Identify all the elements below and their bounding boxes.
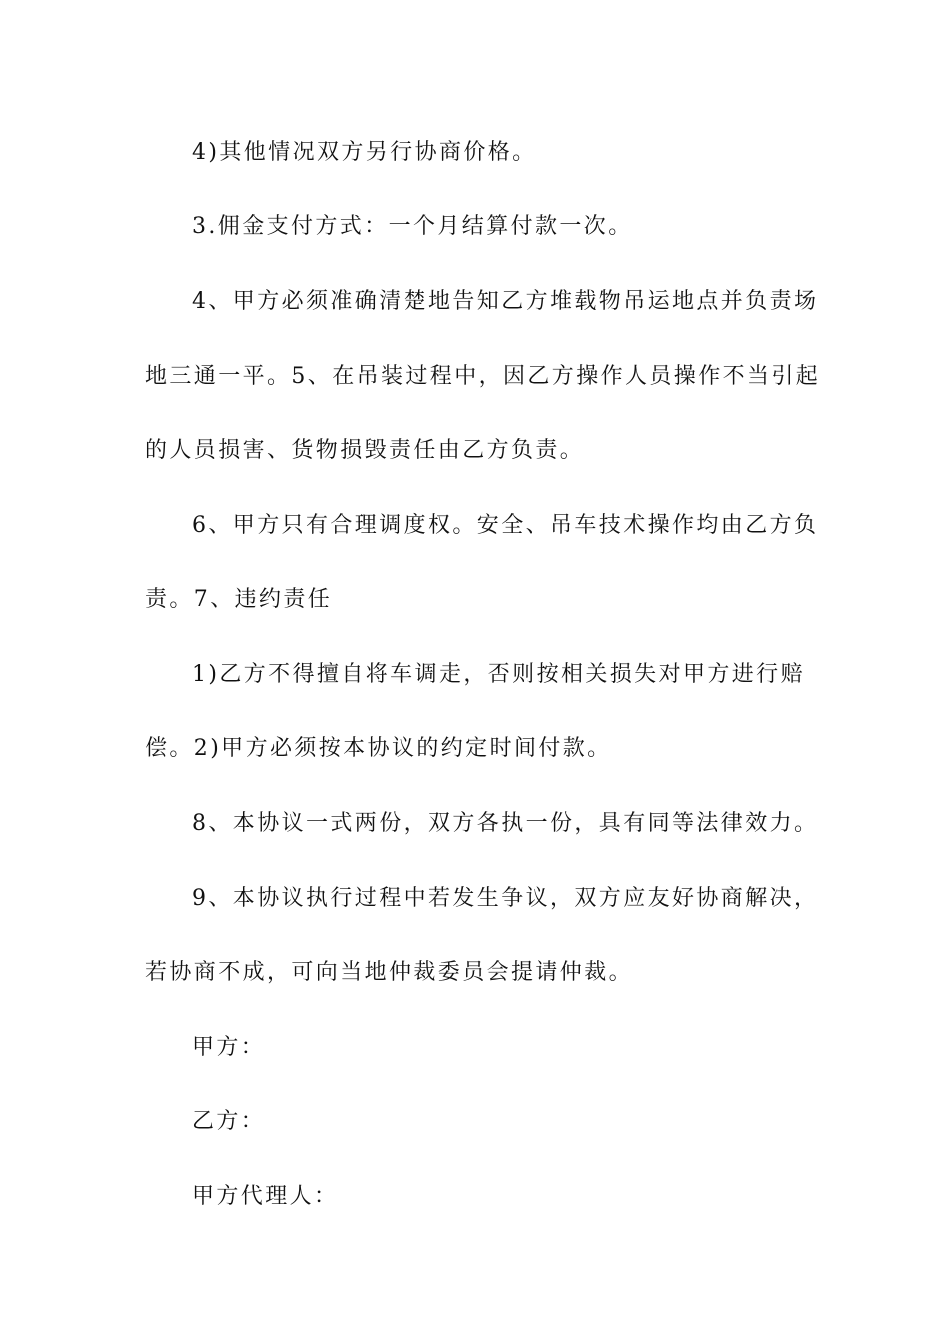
party-a-agent-signature-label: 甲方代理人： (192, 1184, 339, 1209)
clause-5-line-2: 的人员损害、货物损毁责任由乙方负责。 (145, 438, 585, 463)
party-b-signature-label: 乙方： (192, 1109, 266, 1134)
clause-9-line-2: 若协商不成，可向当地仲裁委员会提请仲裁。 (145, 960, 634, 985)
clause-4-5-line: 地三通一平。5、在吊装过程中，因乙方操作人员操作不当引起 (145, 364, 821, 389)
clause-7-2-line: 偿。2)甲方必须按本协议的约定时间付款。 (145, 736, 612, 761)
clause-9-line-1: 9、本协议执行过程中若发生争议，双方应友好协商解决， (192, 886, 819, 911)
clause-8: 8、本协议一式两份，双方各执一份，具有同等法律效力。 (192, 811, 819, 836)
clause-6-line-1: 6、甲方只有合理调度权。安全、吊车技术操作均由乙方负 (192, 513, 819, 538)
clause-6-7-line: 责。7、违约责任 (145, 587, 333, 612)
clause-4-other-price: 4)其他情况双方另行协商价格。 (192, 140, 537, 165)
clause-7-1-line-1: 1)乙方不得擅自将车调走，否则按相关损失对甲方进行赔 (192, 662, 805, 687)
clause-4-line-1: 4、甲方必须准确清楚地告知乙方堆载物吊运地点并负责场 (192, 289, 819, 314)
party-a-signature-label: 甲方： (192, 1035, 266, 1060)
clause-3-commission-payment: 3.佣金支付方式：一个月结算付款一次。 (192, 214, 633, 239)
